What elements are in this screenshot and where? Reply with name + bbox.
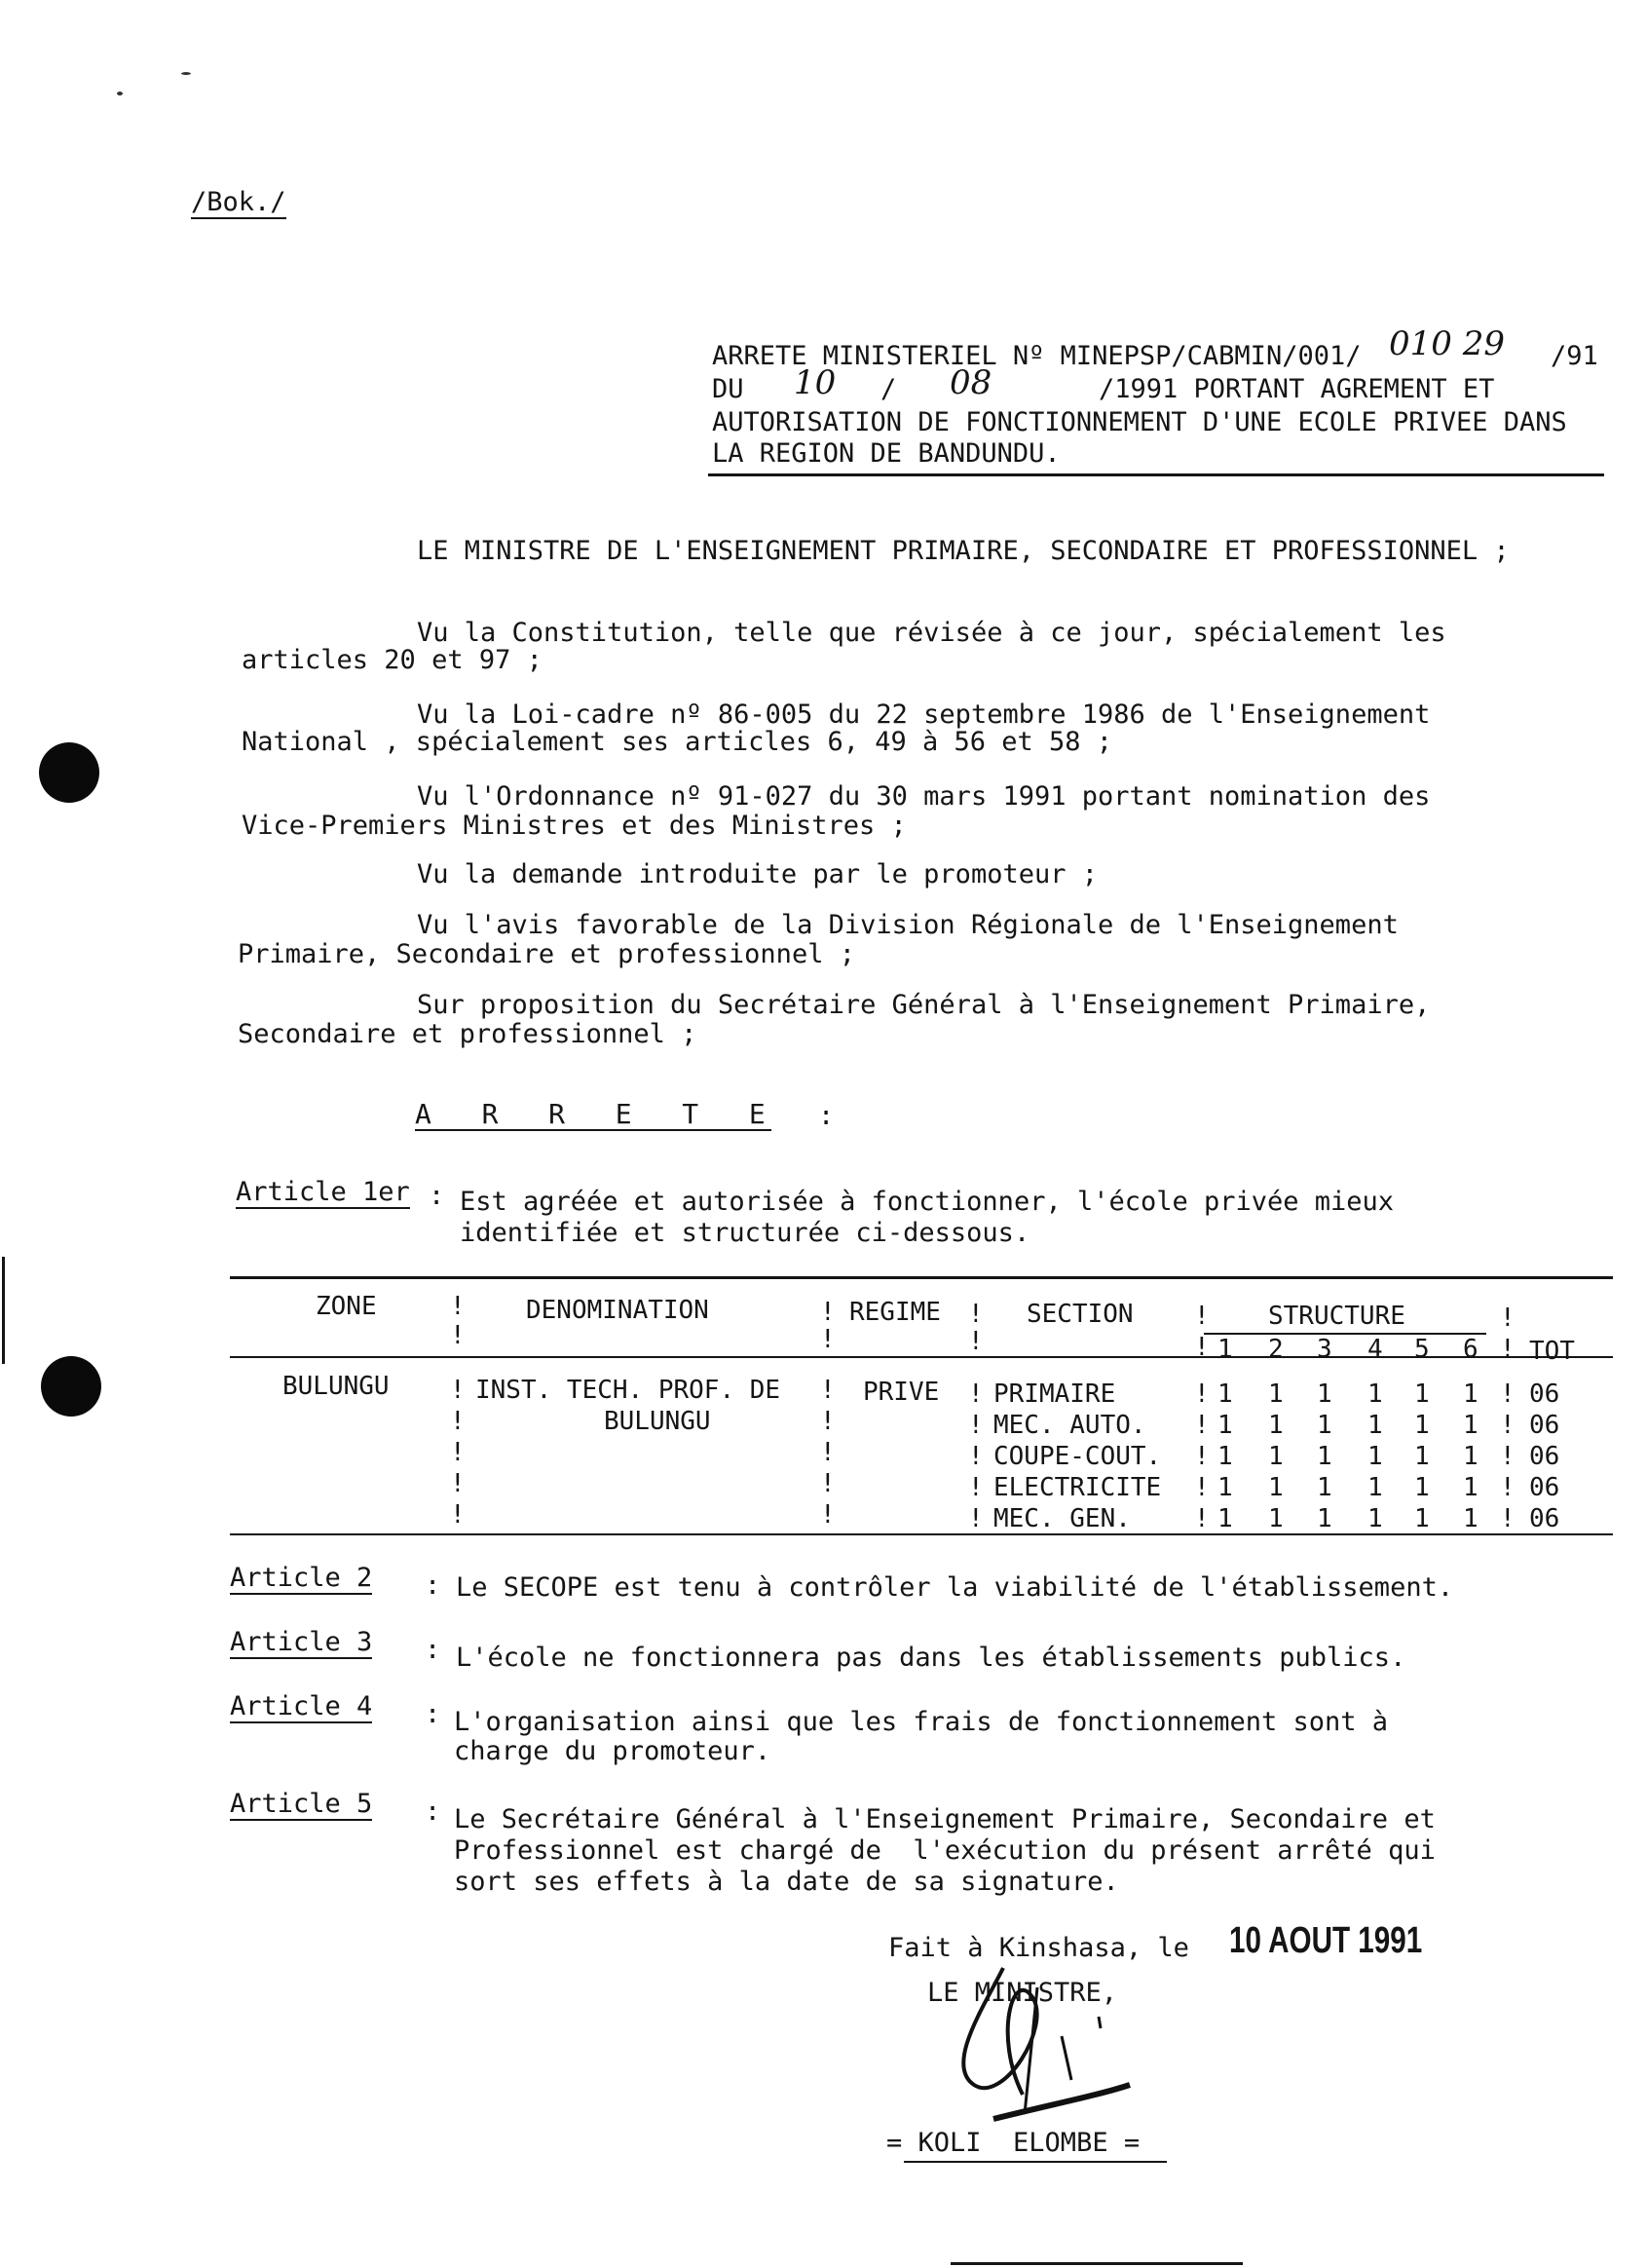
cell-section: PRIMAIRE (993, 1380, 1116, 1409)
cell-structure-value: 1 (1268, 1473, 1284, 1502)
consideration-line: Vu l'avis favorable de la Division Régionale de l'Enseignement (417, 910, 1399, 940)
cell-structure-value: 1 (1414, 1473, 1430, 1502)
consideration-line: Vu la Loi-cadre nº 86-005 du 22 septembre 1986 de l'Enseignement (417, 699, 1431, 730)
cell-structure-value: 1 (1463, 1411, 1479, 1440)
title-line-2-prefix: DU (712, 374, 744, 404)
article-5-text: Le Secrétaire Général à l'Enseignement Primaire, Secondaire et (454, 1804, 1436, 1834)
article-2-text: Le SECOPE est tenu à contrôler la viabilité de l'établissement. (456, 1572, 1454, 1603)
article-3-colon: : (425, 1635, 441, 1665)
column-separator: ! (1194, 1473, 1210, 1502)
article-1-label: Article 1er (236, 1177, 410, 1207)
article-5-text: sort ses effets à la date de sa signature. (454, 1867, 1119, 1897)
title-line-1: ARRETE MINISTERIEL Nº MINEPSP/CABMIN/001/ (712, 341, 1362, 371)
signatory-role: LE MINISTRE, (927, 1978, 1118, 2008)
binder-hole (39, 742, 99, 803)
structure-col-3: 3 (1317, 1335, 1332, 1364)
article-2-label: Article 2 (230, 1563, 373, 1593)
cell-section: COUPE-COUT. (993, 1442, 1162, 1471)
cell-structure-value: 1 (1317, 1442, 1332, 1471)
table-top-rule (230, 1276, 1613, 1279)
column-separator: ! (1194, 1302, 1210, 1331)
column-separator: ! (968, 1300, 984, 1329)
consideration-line: Vu la demande introduite par le promoteur ; (417, 859, 1098, 889)
column-separator: ! (1500, 1304, 1516, 1333)
cell-structure-value: 1 (1268, 1380, 1284, 1409)
column-separator: ! (1194, 1380, 1210, 1409)
cell-structure-value: 1 (1317, 1380, 1332, 1409)
cell-tot: 06 (1529, 1473, 1560, 1502)
cell-structure-value: 1 (1217, 1442, 1233, 1471)
title-line-3: AUTORISATION DE FONCTIONNEMENT D'UNE ECOLE PRIVEE DANS (712, 407, 1567, 437)
column-separator: ! (1500, 1504, 1516, 1533)
consideration-line: Sur proposition du Secrétaire Général à l'Enseignement Primaire, (417, 990, 1431, 1020)
arrete-colon: : (818, 1101, 835, 1131)
cell-structure-value: 1 (1217, 1380, 1233, 1409)
column-separator: ! (968, 1327, 984, 1356)
article-3-label: Article 3 (230, 1627, 373, 1657)
cell-structure-value: 1 (1414, 1411, 1430, 1440)
column-separator: ! (968, 1473, 984, 1502)
article-2-colon: : (425, 1570, 441, 1601)
date-separator: / (880, 374, 897, 404)
cell-section: MEC. GEN. (993, 1504, 1131, 1533)
column-separator: ! (1500, 1335, 1516, 1364)
column-separator: ! (450, 1376, 466, 1405)
article-4-text: charge du promoteur. (454, 1736, 771, 1766)
consideration-line: Vu l'Ordonnance nº 91-027 du 30 mars 1991 portant nomination des (417, 781, 1431, 812)
header-tot: TOT (1529, 1337, 1575, 1366)
cell-structure-value: 1 (1463, 1442, 1479, 1471)
cell-structure-value: 1 (1217, 1411, 1233, 1440)
column-separator: ! (820, 1500, 836, 1530)
cell-tot: 06 (1529, 1380, 1560, 1409)
article-4-text: L'organisation ainsi que les frais de fonctionnement sont à (454, 1707, 1389, 1737)
column-separator: ! (1194, 1442, 1210, 1471)
column-separator: ! (820, 1407, 836, 1436)
column-separator: ! (450, 1469, 466, 1498)
column-separator: ! (1500, 1473, 1516, 1502)
column-separator: ! (820, 1438, 836, 1467)
table-bottom-rule (230, 1533, 1613, 1535)
cell-structure-value: 1 (1217, 1473, 1233, 1502)
column-separator: ! (450, 1407, 466, 1436)
title-line-1-suffix: /91 (1551, 341, 1598, 371)
consideration-line: Vice-Premiers Ministres et des Ministres ; (242, 811, 907, 841)
consideration-line: articles 20 et 97 ; (242, 645, 543, 675)
cell-structure-value: 1 (1367, 1380, 1383, 1409)
column-separator: ! (968, 1380, 984, 1409)
cell-structure-value: 1 (1414, 1504, 1430, 1533)
column-separator: ! (450, 1292, 466, 1321)
article-5-text: Professionnel est chargé de l'exécution du présent arrêté qui (454, 1835, 1436, 1866)
cell-tot: 06 (1529, 1411, 1560, 1440)
title-underline (708, 473, 1604, 476)
column-separator: ! (820, 1469, 836, 1498)
cell-section: MEC. AUTO. (993, 1411, 1146, 1440)
bottom-edge-mark (951, 2262, 1243, 2265)
handwritten-month: 08 (950, 363, 992, 402)
cell-structure-value: 1 (1463, 1380, 1479, 1409)
cell-structure-value: 1 (1367, 1504, 1383, 1533)
consideration-line: Vu la Constitution, telle que révisée à ce jour, spécialement les (417, 618, 1446, 648)
cell-structure-value: 1 (1317, 1473, 1332, 1502)
column-separator: ! (968, 1504, 984, 1533)
scan-edge-mark (2, 1257, 5, 1364)
cell-denomination: BULUNGU (604, 1407, 711, 1436)
signatory-name: = KOLI ELOMBE = (886, 2128, 1141, 2158)
column-separator: ! (450, 1321, 466, 1350)
cell-structure-value: 1 (1268, 1411, 1284, 1440)
header-regime: REGIME (849, 1298, 941, 1327)
column-separator: ! (450, 1500, 466, 1530)
article-1-text: identifiée et structurée ci-dessous. (460, 1218, 1030, 1248)
article-5-colon: : (425, 1796, 441, 1827)
date-stamp: 10 AOUT 1991 (1229, 1920, 1423, 1961)
column-separator: ! (1500, 1411, 1516, 1440)
cell-structure-value: 1 (1414, 1380, 1430, 1409)
arrete-heading: A R R E T E (415, 1098, 771, 1130)
table-header-rule (230, 1356, 1613, 1358)
cell-regime: PRIVE (863, 1378, 940, 1407)
column-separator: ! (1194, 1333, 1210, 1362)
place-and-date-line: Fait à Kinshasa, le (888, 1933, 1189, 1963)
column-separator: ! (968, 1442, 984, 1471)
header-structure: STRUCTURE (1268, 1302, 1405, 1331)
column-separator: ! (820, 1376, 836, 1405)
consideration-line: Secondaire et professionnel ; (238, 1019, 697, 1049)
structure-col-4: 4 (1367, 1335, 1383, 1364)
column-separator: ! (1500, 1442, 1516, 1471)
structure-col-6: 6 (1463, 1335, 1479, 1364)
cell-denomination: INST. TECH. PROF. DE (475, 1376, 781, 1405)
structure-subheader-rule (1204, 1333, 1486, 1335)
article-3-text: L'école ne fonctionnera pas dans les établissements publics. (456, 1643, 1406, 1673)
header-zone: ZONE (316, 1292, 377, 1321)
cell-structure-value: 1 (1317, 1504, 1332, 1533)
column-separator: ! (450, 1438, 466, 1467)
cell-structure-value: 1 (1463, 1504, 1479, 1533)
column-separator: ! (820, 1325, 836, 1354)
cell-structure-value: 1 (1317, 1411, 1332, 1440)
minister-heading: LE MINISTRE DE L'ENSEIGNEMENT PRIMAIRE, SECONDAIRE ET PROFESSIONNEL ; (417, 536, 1510, 566)
article-4-colon: : (425, 1699, 441, 1729)
header-section: SECTION (1027, 1300, 1134, 1329)
scan-speck (181, 72, 191, 75)
header-denomination: DENOMINATION (526, 1296, 709, 1325)
cell-structure-value: 1 (1367, 1473, 1383, 1502)
handwritten-day: 10 (794, 363, 837, 402)
column-separator: ! (820, 1298, 836, 1327)
article-4-label: Article 4 (230, 1691, 373, 1721)
cell-tot: 06 (1529, 1504, 1560, 1533)
structure-col-2: 2 (1268, 1335, 1284, 1364)
cell-structure-value: 1 (1217, 1504, 1233, 1533)
title-line-2: /1991 PORTANT AGREMENT ET (1099, 374, 1495, 404)
cell-tot: 06 (1529, 1442, 1560, 1471)
cell-structure-value: 1 (1268, 1442, 1284, 1471)
cell-structure-value: 1 (1463, 1473, 1479, 1502)
cell-zone: BULUNGU (282, 1372, 390, 1401)
scan-speck (117, 92, 123, 95)
minister-signature (935, 1948, 1188, 2134)
consideration-line: Primaire, Secondaire et professionnel ; (238, 939, 855, 969)
file-reference: /Bok./ (191, 187, 286, 217)
cell-structure-value: 1 (1367, 1442, 1383, 1471)
cell-section: ELECTRICITE (993, 1473, 1162, 1502)
binder-hole (41, 1356, 101, 1417)
cell-structure-value: 1 (1268, 1504, 1284, 1533)
signatory-name-underline (904, 2161, 1167, 2163)
handwritten-decree-number: 010 29 (1389, 324, 1505, 363)
column-separator: ! (1194, 1504, 1210, 1533)
structure-col-1: 1 (1217, 1335, 1233, 1364)
column-separator: ! (968, 1411, 984, 1440)
column-separator: ! (1500, 1380, 1516, 1409)
column-separator: ! (1194, 1411, 1210, 1440)
article-5-label: Article 5 (230, 1789, 373, 1819)
article-1-colon: : (429, 1181, 445, 1211)
cell-structure-value: 1 (1414, 1442, 1430, 1471)
title-line-4: LA REGION DE BANDUNDU. (712, 438, 1061, 469)
structure-col-5: 5 (1414, 1335, 1430, 1364)
article-1-text: Est agréée et autorisée à fonctionner, l'école privée mieux (460, 1187, 1395, 1217)
consideration-line: National , spécialement ses articles 6, 49 à 56 et 58 ; (242, 727, 1113, 757)
cell-structure-value: 1 (1367, 1411, 1383, 1440)
